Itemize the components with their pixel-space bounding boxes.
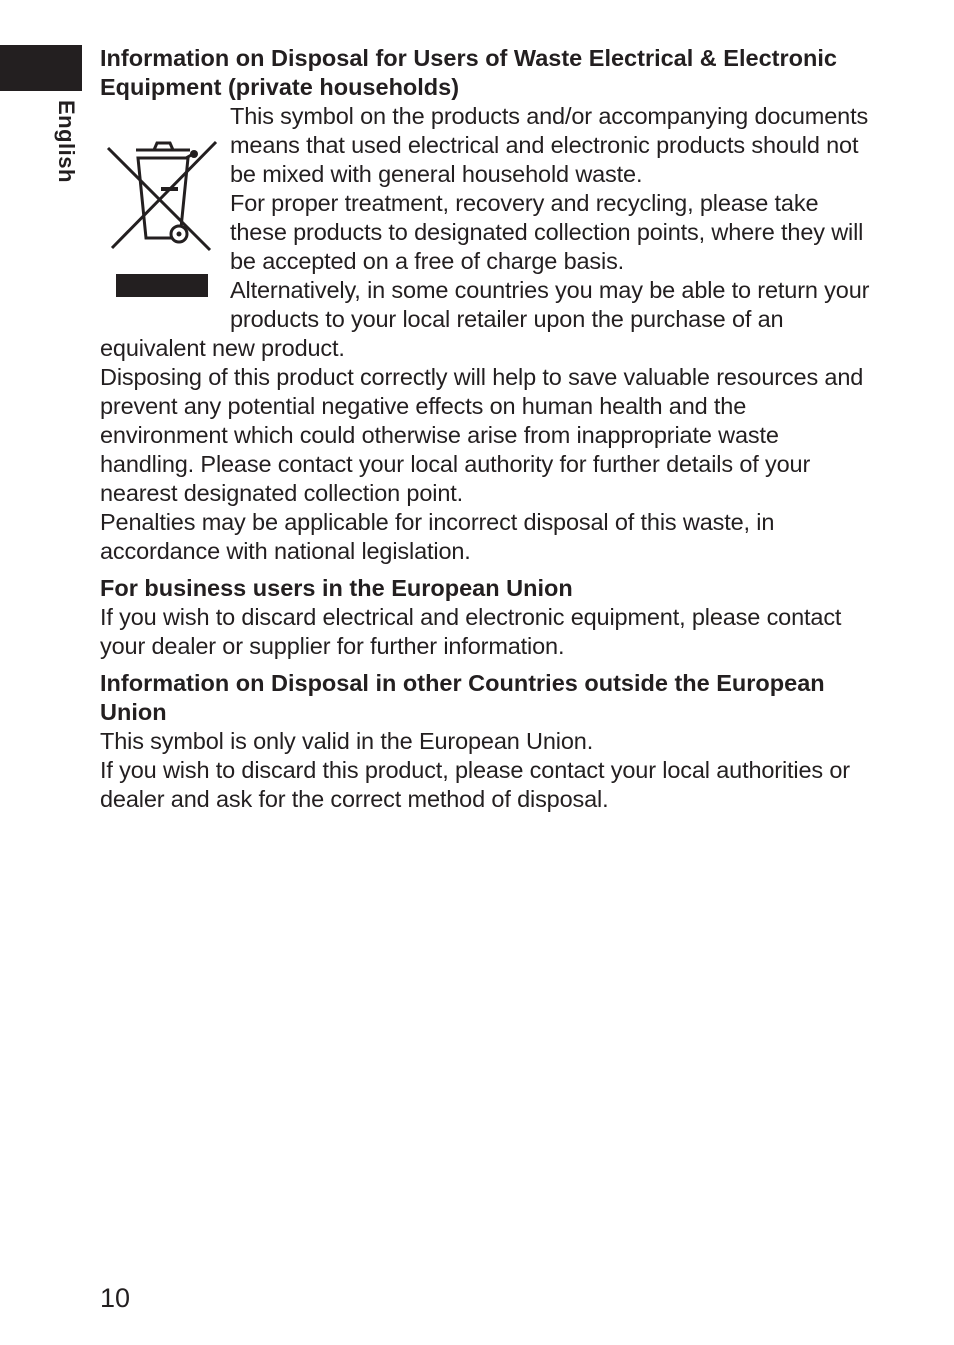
intro-with-symbol: [100, 102, 870, 363]
crossed-out-wheelie-bin-icon: [94, 102, 230, 332]
paragraph: If you wish to discard electrical and electronic equipment, please contact your dealer or supplier for further information.: [100, 604, 842, 659]
paragraph: This symbol is only valid in the European Union.: [100, 728, 594, 754]
section-heading: For business users in the European Union: [100, 575, 573, 601]
section-heading: Information on Disposal for Users of Waste Electrical & Electronic Equipment (private households): [100, 45, 837, 100]
section-private-households: [100, 44, 870, 566]
section-outside-eu: [100, 669, 870, 814]
disposal-information: [100, 44, 870, 814]
paragraph: Penalties may be applicable for incorrect disposal of this waste, in accordance with national legislation.: [100, 509, 775, 564]
page-number: 10: [100, 1283, 131, 1313]
language-label: English: [54, 100, 79, 183]
paragraph: Alternatively, in some countries you may be able to return your products to your local retailer upon the purchase of an equivalent new product.: [100, 277, 870, 361]
paragraph: Disposing of this product correctly will help to save valuable resources and prevent any potential negative effects on human health and the environment which could otherwise arise from inappropriate waste handling. Please contact your local authority for further details of your nearest designated collection point.: [100, 364, 864, 506]
paragraph: If you wish to discard this product, please contact your local authorities or dealer and ask for the correct method of disposal.: [100, 757, 850, 812]
section-heading: Information on Disposal in other Countries outside the European Union: [100, 670, 825, 725]
paragraph: For proper treatment, recovery and recycling, please take these products to designated collection points, where they will be accepted on a free of charge basis.: [230, 190, 864, 274]
language-tab-marker: [0, 45, 82, 91]
paragraph: This symbol on the products and/or accompanying documents means that used electrical and electronic products should not be mixed with general household waste.: [230, 103, 869, 187]
section-business-users: [100, 574, 870, 661]
